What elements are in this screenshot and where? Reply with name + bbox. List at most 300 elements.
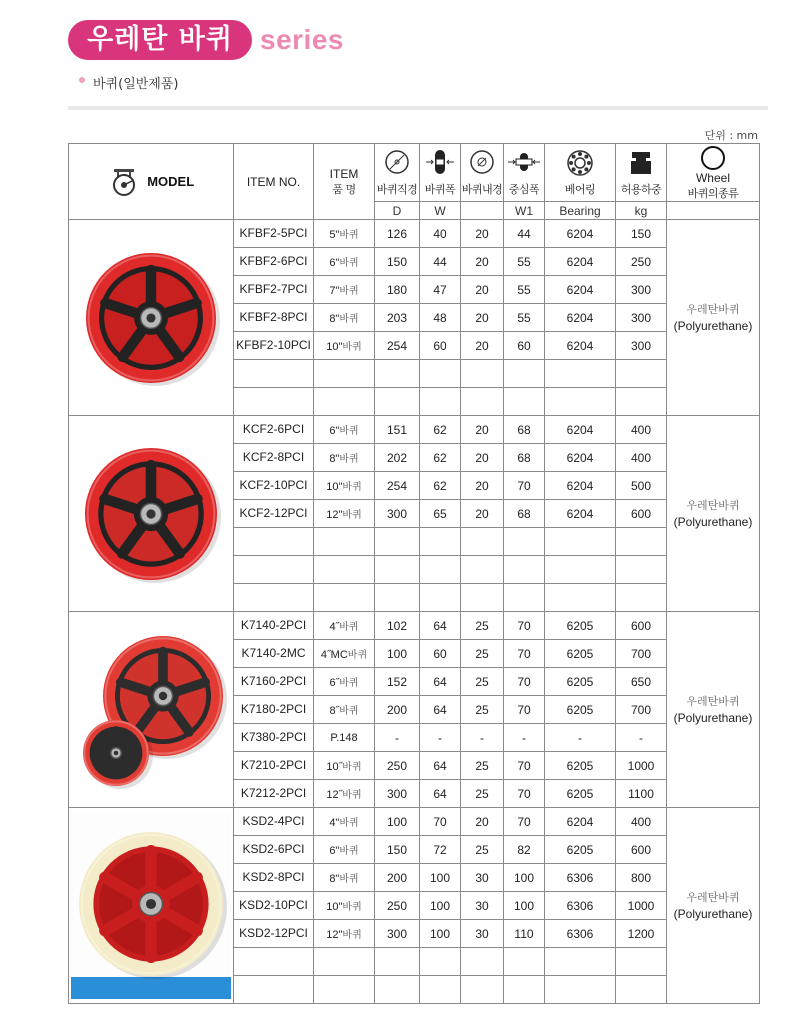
item-name-cell [314,780,375,808]
item-no-cell: KSD2-10PCI [234,892,314,920]
width-cell [420,948,461,976]
wheel-type-kr: 우레탄바퀴 [686,694,740,708]
item-size: 4" [329,817,340,829]
item-no-cell [234,556,314,584]
center-width-cell: 110 [504,920,545,948]
diameter-cell: 250 [375,892,420,920]
load-cell: 500 [616,472,667,500]
load-cell: 400 [616,416,667,444]
bore-cell [461,976,504,1004]
width-cell: 64 [420,612,461,640]
item-name-cell [314,668,375,696]
bore-cell: 25 [461,836,504,864]
wheel-type-kr: 우레탄바퀴 [686,498,740,512]
width-label-en: W [420,202,461,220]
bearing-cell: 6205 [545,836,616,864]
item-no-cell: KSD2-4PCI [234,808,314,836]
load-label-kr: 허용하중 [620,182,662,196]
width-cell [420,584,461,612]
item-size: 8˝ [329,705,340,717]
diameter-cell: 102 [375,612,420,640]
item-no-cell [234,948,314,976]
item-no-cell: KSD2-6PCI [234,836,314,864]
item-name-kr: 바퀴 [339,258,359,269]
item-no-cell: KFBF2-5PCI [234,220,314,248]
bore-cell: 20 [461,472,504,500]
item-name-kr: 바퀴 [342,342,362,353]
diameter-cell: 180 [375,276,420,304]
diameter-cell: 126 [375,220,420,248]
wheel-photo-kfbf2 [69,220,234,416]
bore-cell [461,948,504,976]
diameter-cell: 300 [375,780,420,808]
load-cell [616,360,667,388]
load-cell: 700 [616,640,667,668]
bearing-cell: 6205 [545,668,616,696]
item-name-kr: 바퀴 [339,622,359,633]
item-name-cell [314,724,375,752]
item-size: 6˝ [329,677,340,689]
item-no-cell: K7380-2PCI [234,724,314,752]
item-name-cell [314,332,375,360]
diameter-label-kr: 바퀴직경 [376,182,418,196]
item-name-cell [314,752,375,780]
load-cell: 700 [616,696,667,724]
center-width-cell: - [504,724,545,752]
item-name-cell [314,472,375,500]
diameter-cell: 203 [375,304,420,332]
series-label: series [260,24,344,55]
diameter-cell: 200 [375,864,420,892]
wheel-photo-k7140 [69,612,234,808]
load-cell [616,976,667,1004]
load-cell: 600 [616,612,667,640]
width-cell [420,528,461,556]
load-cell: 300 [616,276,667,304]
load-cell: 600 [616,500,667,528]
table-row [69,220,760,248]
item-no-header [234,144,314,220]
bore-cell: 25 [461,640,504,668]
center-width-cell: 70 [504,752,545,780]
item-name-kr: 바퀴 [339,818,359,829]
wheel-type-label-en: Wheel [695,170,730,185]
center-width-cell [504,556,545,584]
bore-cell [461,528,504,556]
width-cell: 64 [420,780,461,808]
item-size: 6" [329,425,340,437]
center-width-cell: 70 [504,640,545,668]
item-name-kr: 바퀴 [339,314,359,325]
center-width-cell: 44 [504,220,545,248]
bullet-dot [79,77,85,83]
bore-cell: 20 [461,808,504,836]
item-name-kr: 바퀴 [342,930,362,941]
width-cell: 72 [420,836,461,864]
item-name-kr: 바퀴 [339,286,359,297]
item-name-cell [314,416,375,444]
bore-cell: 30 [461,864,504,892]
diameter-cell: 100 [375,640,420,668]
wheel-type-en: (Polyurethane) [673,906,753,921]
load-label-en: kg [616,202,667,220]
bore-cell: 20 [461,500,504,528]
item-name-kr: 바퀴 [342,482,362,493]
diameter-cell [375,360,420,388]
bearing-cell: 6205 [545,612,616,640]
center-width-cell [504,584,545,612]
diameter-cell: 202 [375,444,420,472]
item-name-cell [314,920,375,948]
diameter-cell: 200 [375,696,420,724]
bearing-header [545,144,616,202]
bore-cell: 20 [461,276,504,304]
item-no-cell: K7140-2PCI [234,612,314,640]
item-no-cell [234,976,314,1004]
bearing-cell: 6306 [545,920,616,948]
item-no-cell: K7160-2PCI [234,668,314,696]
item-name-kr: 바퀴 [339,706,359,717]
bearing-cell: 6204 [545,248,616,276]
item-size: 6" [329,845,340,857]
width-cell: 100 [420,892,461,920]
width-cell: 62 [420,444,461,472]
model-header [69,144,234,220]
width-cell: 64 [420,696,461,724]
load-cell [616,948,667,976]
bearing-cell: 6204 [545,220,616,248]
diameter-cell: 150 [375,248,420,276]
bearing-cell: 6205 [545,696,616,724]
wheel-type-cell [667,416,760,612]
load-cell: - [616,724,667,752]
bore-cell [461,556,504,584]
item-name-cell [314,388,375,416]
item-name-cell [314,836,375,864]
caster-icon [108,166,140,198]
bearing-cell [545,360,616,388]
diameter-cell: 152 [375,668,420,696]
width-cell [420,556,461,584]
bore-cell: 20 [461,416,504,444]
center-width-cell: 100 [504,892,545,920]
item-name-kr: 바퀴 [339,230,359,241]
table-row [69,808,760,836]
center-width-cell: 70 [504,808,545,836]
item-size: 12˝ [326,789,343,801]
center-width-label-kr: 중심폭 [508,182,540,196]
spec-body [69,220,760,1004]
wheel-photo-ksd2 [69,808,234,1004]
width-cell: 48 [420,304,461,332]
bearing-cell [545,388,616,416]
diameter-header [375,144,420,202]
item-name-cell [314,276,375,304]
item-no-cell: KCF2-10PCI [234,472,314,500]
bore-cell [461,360,504,388]
bearing-cell: 6306 [545,864,616,892]
center-width-cell: 70 [504,780,545,808]
bore-cell: 20 [461,220,504,248]
width-cell [420,976,461,1004]
item-no-cell: KFBF2-8PCI [234,304,314,332]
bore-cell: 30 [461,920,504,948]
item-no-cell: K7210-2PCI [234,752,314,780]
center-width-cell [504,528,545,556]
bore-cell: 25 [461,752,504,780]
item-size: 6" [329,257,340,269]
wheel-type-cell [667,220,760,416]
load-cell: 1000 [616,892,667,920]
width-cell: 70 [420,808,461,836]
diameter-cell [375,948,420,976]
diameter-cell: 151 [375,416,420,444]
center-width-cell: 68 [504,444,545,472]
item-no-cell [234,528,314,556]
wheel-type-en: (Polyurethane) [673,318,753,333]
bore-cell [461,388,504,416]
table-row [69,416,760,444]
item-name-cell [314,892,375,920]
center-width-cell: 100 [504,864,545,892]
bearing-cell: 6205 [545,780,616,808]
bearing-cell: 6204 [545,500,616,528]
item-name-cell [314,556,375,584]
bearing-cell: 6205 [545,752,616,780]
width-cell: 60 [420,640,461,668]
bore-cell: - [461,724,504,752]
width-header [420,144,461,202]
wheel-type-kr: 우레탄바퀴 [686,302,740,316]
width-cell: 64 [420,668,461,696]
item-name-cell [314,444,375,472]
load-cell: 800 [616,864,667,892]
width-cell: 40 [420,220,461,248]
diameter-cell: 100 [375,808,420,836]
wheel-ring-icon [700,145,726,171]
width-cell: 62 [420,416,461,444]
item-name-cell [314,612,375,640]
divider [68,106,768,110]
load-cell: 650 [616,668,667,696]
diameter-cell [375,976,420,1004]
unit-note: 단위 : mm [704,129,758,142]
bore-cell: 20 [461,444,504,472]
width-cell [420,360,461,388]
center-width-cell [504,948,545,976]
bearing-icon [566,149,594,177]
center-width-cell: 55 [504,248,545,276]
item-no-cell: KCF2-6PCI [234,416,314,444]
item-name-cell [314,976,375,1004]
bearing-cell: 6306 [545,892,616,920]
item-size: 4˝MC [320,649,348,661]
item-name-cell [314,248,375,276]
wheel-type-kr: 우레탄바퀴 [686,890,740,904]
spec-table [68,143,760,1004]
bore-cell: 30 [461,892,504,920]
diameter-cell [375,528,420,556]
item-name-kr: 바퀴 [339,874,359,885]
width-cell [420,388,461,416]
subtitle: 바퀴(일반제품) [93,77,179,92]
width-cell: 44 [420,248,461,276]
width-cell: 100 [420,864,461,892]
item-size: 10" [326,481,343,493]
diameter-cell [375,388,420,416]
center-width-cell: 55 [504,304,545,332]
center-width-cell: 70 [504,668,545,696]
item-size: 5" [329,229,340,241]
center-width-cell: 70 [504,696,545,724]
item-no-cell: KCF2-12PCI [234,500,314,528]
item-size: 7" [329,285,340,297]
wheel-photo-kcf2 [69,416,234,612]
item-name-kr: 바퀴 [339,678,359,689]
wheel-type-en: (Polyurethane) [673,710,753,725]
diameter-cell: 150 [375,836,420,864]
item-size: 12" [326,929,343,941]
bore-cell: 20 [461,332,504,360]
bearing-cell [545,976,616,1004]
bearing-cell: 6204 [545,304,616,332]
wheel-type-header [667,144,760,202]
item-no-cell: K7212-2PCI [234,780,314,808]
bore-icon [469,149,495,175]
center-width-cell: 68 [504,416,545,444]
item-no-label: ITEM NO. [246,174,301,189]
bearing-cell: 6204 [545,444,616,472]
bearing-label-en: Bearing [545,202,616,220]
item-name-kr: 품 명 [332,182,356,196]
bearing-cell: - [545,724,616,752]
wheel-type-subcell [667,202,760,220]
center-width-header [504,144,545,202]
bore-label-kr: 바퀴내경 [461,182,503,196]
load-header [616,144,667,202]
bearing-cell: 6204 [545,472,616,500]
item-name-cell [314,948,375,976]
weight-icon [627,149,655,177]
page-title: 우레탄 바퀴 [68,20,252,60]
width-cell: 100 [420,920,461,948]
item-name-header [314,144,375,220]
bore-cell: 25 [461,668,504,696]
item-name-cell [314,528,375,556]
diameter-icon [384,149,410,175]
diameter-cell: 300 [375,500,420,528]
diameter-cell: 250 [375,752,420,780]
item-no-cell: KFBF2-6PCI [234,248,314,276]
bearing-cell: 6204 [545,332,616,360]
width-cell: 65 [420,500,461,528]
item-no-cell: K7180-2PCI [234,696,314,724]
table-row [69,612,760,640]
item-name-kr: 바퀴 [339,846,359,857]
width-cell: 64 [420,752,461,780]
item-size: 8" [329,313,340,325]
item-name-kr: 바퀴 [342,902,362,913]
model-label: MODEL [147,174,195,189]
center-width-cell: 82 [504,836,545,864]
center-width-cell [504,976,545,1004]
wheel-type-en: (Polyurethane) [673,514,753,529]
bore-cell [461,584,504,612]
bore-cell: 25 [461,780,504,808]
item-name-kr: 바퀴 [342,510,362,521]
item-no-cell: KFBF2-10PCI [234,332,314,360]
wheel-type-cell [667,612,760,808]
bore-cell: 25 [461,696,504,724]
load-cell [616,388,667,416]
center-width-cell: 70 [504,472,545,500]
load-cell: 400 [616,444,667,472]
load-cell: 150 [616,220,667,248]
center-width-cell [504,388,545,416]
diameter-label-en: D [375,202,420,220]
load-cell: 400 [616,808,667,836]
item-no-cell: KFBF2-7PCI [234,276,314,304]
bearing-cell: 6204 [545,808,616,836]
bearing-label-kr: 베어링 [564,182,596,196]
diameter-cell [375,584,420,612]
item-no-cell: KSD2-12PCI [234,920,314,948]
item-name-cell [314,640,375,668]
item-no-cell: K7140-2MC [234,640,314,668]
diameter-cell: - [375,724,420,752]
diameter-cell: 254 [375,472,420,500]
item-no-cell [234,584,314,612]
item-size: 12" [326,509,343,521]
center-width-cell: 60 [504,332,545,360]
bearing-cell [545,528,616,556]
item-name-cell [314,220,375,248]
bearing-cell [545,584,616,612]
center-width-cell [504,360,545,388]
bore-cell: 20 [461,248,504,276]
item-name-kr: 바퀴 [342,790,362,801]
center-width-cell: 68 [504,500,545,528]
item-size: P.148 [330,731,358,744]
bearing-cell: 6204 [545,416,616,444]
item-size: 4˝ [329,621,340,633]
width-cell: 60 [420,332,461,360]
item-no-cell: KSD2-8PCI [234,864,314,892]
load-cell [616,584,667,612]
load-cell: 300 [616,304,667,332]
item-name-cell [314,500,375,528]
width-icon [423,149,457,175]
load-cell [616,556,667,584]
center-width-icon [506,149,542,175]
bearing-cell: 6205 [545,640,616,668]
item-name-cell [314,696,375,724]
item-size: 8" [329,453,340,465]
load-cell: 600 [616,836,667,864]
center-width-cell: 55 [504,276,545,304]
item-name-kr: 바퀴 [342,762,362,773]
bore-cell: 25 [461,612,504,640]
item-name-cell [314,584,375,612]
width-cell: - [420,724,461,752]
item-size: 10˝ [326,761,343,773]
load-cell: 300 [616,332,667,360]
item-name-cell [314,864,375,892]
bore-header [461,144,504,202]
width-label-kr: 바퀴폭 [424,182,456,196]
item-name-en: ITEM [329,166,359,181]
center-width-label-en: W1 [504,202,545,220]
